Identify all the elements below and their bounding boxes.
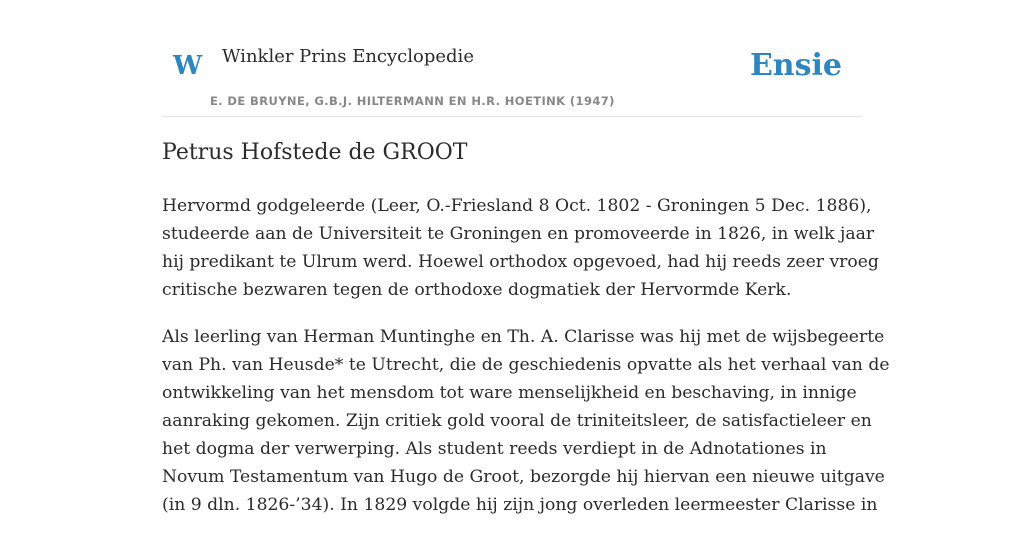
- paragraph-line: Hervormd godgeleerde (Leer, O.-Friesland 8 Oct. 1802 - Groningen 5 Dec. 1886),: [162, 196, 872, 216]
- publication-title[interactable]: Winkler Prins Encyclopedie: [222, 46, 474, 67]
- article-title: Petrus Hofstede de GROOT: [162, 140, 468, 165]
- paragraph-line: Als leerling van Herman Muntinghe en Th. A. Clarisse was hij met de wijsbegeerte: [162, 327, 885, 347]
- publication-logo[interactable]: W: [173, 51, 203, 81]
- brand-logo[interactable]: Ensie: [749, 48, 842, 83]
- paragraph-line: het dogma der verwerping. Als student reeds verdiept in de Adnotationes in: [162, 439, 827, 459]
- publication-authors: E. DE BRUYNE, G.B.J. HILTERMANN EN H.R. HOETINK (1947): [210, 94, 615, 108]
- paragraph-line: critische bezwaren tegen de orthodoxe dogmatiek der Hervormde Kerk.: [162, 280, 792, 300]
- paragraph-line: studeerde aan de Universiteit te Groningen en promoveerde in 1826, in welk jaar: [162, 224, 875, 244]
- paragraph-line: (in 9 dln. 1826-’34). In 1829 volgde hij zijn jong overleden leermeester Clarisse in: [162, 495, 878, 515]
- paragraph-line: Novum Testamentum van Hugo de Groot, bezorgde hij hiervan een nieuwe uitgave: [162, 467, 885, 487]
- paragraph-line: ontwikkeling van het mensdom tot ware menselijkheid en beschaving, in innige: [162, 383, 857, 403]
- site-header: [162, 0, 862, 117]
- paragraph-line: hij predikant te Ulrum werd. Hoewel orthodox opgevoed, had hij reeds zeer vroeg: [162, 252, 879, 272]
- article-body: [162, 192, 890, 538]
- paragraph-line: van Ph. van Heusde* te Utrecht, die de geschiedenis opvatte als het verhaal van de: [162, 355, 890, 375]
- article-paragraph: [162, 323, 890, 519]
- article-paragraph: [162, 192, 879, 304]
- page: [162, 0, 890, 515]
- paragraph-line: aanraking gekomen. Zijn critiek gold vooral de triniteitsleer, de satisfactieleer en: [162, 411, 872, 431]
